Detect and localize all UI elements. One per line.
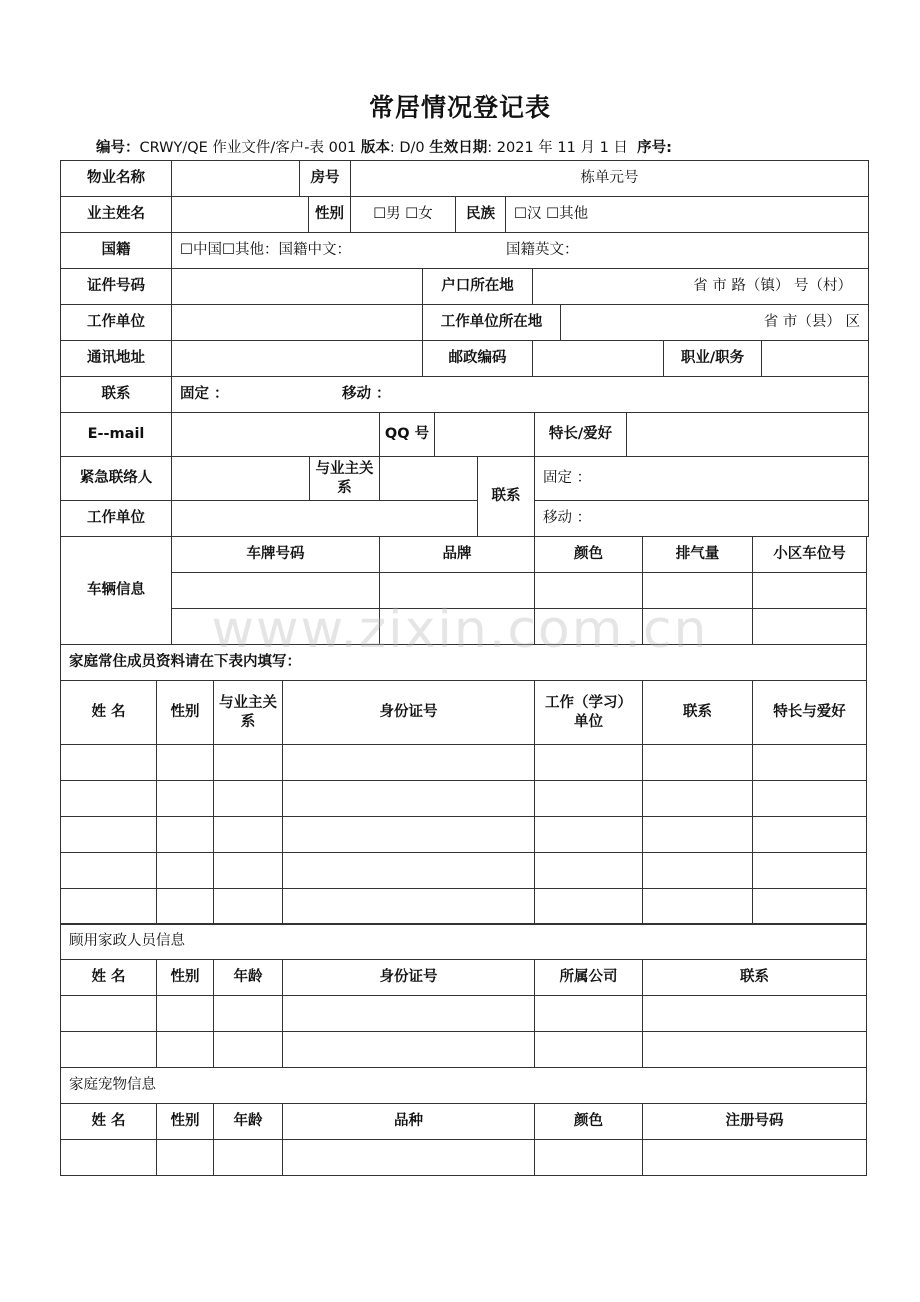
domestic-header-company: 所属公司 (534, 959, 643, 996)
family-table-cell[interactable] (282, 780, 535, 817)
vehicle-cell[interactable] (379, 572, 535, 609)
domestic-table-cell[interactable] (534, 995, 643, 1032)
vehicle-cell[interactable] (171, 572, 380, 609)
vehicle-cell[interactable] (752, 572, 867, 609)
family-section-title: 家庭常住成员资料请在下表内填写： (60, 644, 867, 681)
family-header-gender: 性别 (156, 680, 214, 745)
nationality-field[interactable] (171, 232, 869, 269)
vehicle-cell[interactable] (534, 608, 643, 645)
email-label: E--mail (60, 412, 172, 457)
family-header-id: 身份证号 (282, 680, 535, 745)
property-name-field[interactable] (171, 160, 300, 197)
family-table-cell[interactable] (282, 744, 535, 781)
vehicle-cell[interactable] (642, 572, 753, 609)
family-header-work: 工作（学习）单位 (534, 680, 643, 745)
pet-table-cell[interactable] (213, 1139, 283, 1176)
family-table-cell[interactable] (642, 780, 753, 817)
pets-section-title: 家庭宠物信息 (60, 1067, 867, 1104)
id-number-field[interactable] (171, 268, 423, 305)
pet-table-cell[interactable] (156, 1139, 214, 1176)
emergency-mobile-field[interactable]: 移动 ： (534, 500, 869, 537)
email-field[interactable] (171, 412, 380, 457)
family-table-cell[interactable] (752, 816, 867, 853)
domestic-header-age: 年龄 (213, 959, 283, 996)
family-header-hobby: 特长与爱好 (752, 680, 867, 745)
emergency-work-unit-label: 工作单位 (60, 500, 172, 537)
family-table-cell[interactable] (60, 780, 157, 817)
emergency-contact-methods-label: 联系 (477, 456, 535, 537)
family-table-cell[interactable] (642, 888, 753, 925)
form-meta (96, 136, 672, 157)
family-table-cell[interactable] (60, 888, 157, 925)
mail-address-label: 通讯地址 (60, 340, 172, 377)
postcode-label: 邮政编码 (422, 340, 533, 377)
family-table-cell[interactable] (213, 780, 283, 817)
pets-header-name: 姓 名 (60, 1103, 157, 1140)
hukou-field[interactable]: 省 市 路（镇） 号（村） (532, 268, 869, 305)
family-table-cell[interactable] (752, 780, 867, 817)
work-unit-label: 工作单位 (60, 304, 172, 341)
domestic-table-cell[interactable] (282, 1031, 535, 1068)
building-unit-field[interactable]: 栋单元号 (350, 160, 869, 197)
nationality-english-label: 国籍英文： (506, 242, 579, 259)
family-table-cell[interactable] (534, 852, 643, 889)
domestic-header-gender: 性别 (156, 959, 214, 996)
number-value: CRWY/QE 作业文件/客户-表 001 (139, 140, 357, 156)
pets-header-color: 颜色 (534, 1103, 643, 1140)
nationality-label: 国籍 (60, 232, 172, 269)
domestic-table-cell[interactable] (213, 1031, 283, 1068)
family-table-cell[interactable] (60, 852, 157, 889)
family-table-cell[interactable] (642, 744, 753, 781)
family-header-relation: 与业主关系 (213, 680, 283, 745)
pets-header-breed: 品种 (282, 1103, 535, 1140)
watermark: www.zixin.com.cn (211, 600, 709, 660)
domestic-table-cell[interactable] (282, 995, 535, 1032)
qq-field[interactable] (434, 412, 535, 457)
family-table-cell[interactable] (534, 780, 643, 817)
domestic-table-cell[interactable] (642, 1031, 867, 1068)
vehicle-header-plate: 车牌号码 (171, 536, 380, 573)
ethnicity-label: 民族 (455, 196, 506, 233)
family-table-cell[interactable] (156, 888, 214, 925)
hobby-label: 特长/爱好 (534, 412, 627, 457)
family-table-cell[interactable] (642, 852, 753, 889)
pet-table-cell[interactable] (642, 1139, 867, 1176)
family-table-cell[interactable] (752, 852, 867, 889)
relation-owner-field[interactable] (379, 456, 478, 501)
domestic-header-name: 姓 名 (60, 959, 157, 996)
family-table-cell[interactable] (156, 744, 214, 781)
hobby-field[interactable] (626, 412, 869, 457)
vehicle-cell[interactable] (171, 608, 380, 645)
vehicle-cell[interactable] (534, 572, 643, 609)
vehicle-cell[interactable] (642, 608, 753, 645)
vehicle-header-displacement: 排气量 (642, 536, 753, 573)
domestic-table-cell[interactable] (213, 995, 283, 1032)
family-table-cell[interactable] (642, 816, 753, 853)
gender-checkboxes[interactable]: ☐男 ☐女 (350, 196, 456, 233)
room-no-label: 房号 (299, 160, 351, 197)
work-location-label: 工作单位所在地 (422, 304, 561, 341)
emergency-work-unit-field[interactable] (171, 500, 478, 537)
version-value: : D/0 (389, 140, 425, 156)
family-header-contact: 联系 (642, 680, 753, 745)
emergency-contact-label: 紧急联络人 (60, 456, 172, 501)
id-number-label: 证件号码 (60, 268, 172, 305)
vehicle-header-parking: 小区车位号 (752, 536, 867, 573)
owner-name-field[interactable] (171, 196, 309, 233)
pet-table-cell[interactable] (282, 1139, 535, 1176)
occupation-field[interactable] (761, 340, 869, 377)
domestic-table-cell[interactable] (156, 1031, 214, 1068)
pets-header-registration: 注册号码 (642, 1103, 867, 1140)
pets-header-gender: 性别 (156, 1103, 214, 1140)
emergency-fixed-field[interactable]: 固定 ： (534, 456, 869, 501)
fixed-phone-label: 固定 ： (180, 386, 229, 403)
pet-table-cell[interactable] (60, 1139, 157, 1176)
qq-label: QQ 号 (379, 412, 435, 457)
family-table-cell[interactable] (534, 744, 643, 781)
work-location-field[interactable]: 省 市（县） 区 (560, 304, 869, 341)
family-table-cell[interactable] (213, 888, 283, 925)
emergency-contact-field[interactable] (171, 456, 310, 501)
number-label: 编号： (96, 140, 140, 156)
family-table-cell[interactable] (282, 816, 535, 853)
pets-header-age: 年龄 (213, 1103, 283, 1140)
family-table-cell[interactable] (752, 744, 867, 781)
work-unit-field[interactable] (171, 304, 423, 341)
owner-name-label: 业主姓名 (60, 196, 172, 233)
property-name-label: 物业名称 (60, 160, 172, 197)
domestic-table-cell[interactable] (534, 1031, 643, 1068)
family-table-cell[interactable] (213, 852, 283, 889)
nationality-options[interactable]: ☐中国☐其他：国籍中文： (180, 242, 351, 259)
mail-address-field[interactable] (171, 340, 423, 377)
family-table-cell[interactable] (534, 888, 643, 925)
family-table-cell[interactable] (60, 816, 157, 853)
vehicle-info-label: 车辆信息 (60, 536, 172, 645)
family-table-cell[interactable] (156, 852, 214, 889)
vehicle-header-color: 颜色 (534, 536, 643, 573)
domestic-header-contact: 联系 (642, 959, 867, 996)
gender-label: 性别 (308, 196, 351, 233)
family-table-cell[interactable] (752, 888, 867, 925)
vehicle-header-brand: 品牌 (379, 536, 535, 573)
domestic-table-cell[interactable] (642, 995, 867, 1032)
serial-label: 序号: (637, 140, 672, 156)
contact-field[interactable] (171, 376, 869, 413)
family-header-name: 姓 名 (60, 680, 157, 745)
domestic-table-cell[interactable] (60, 995, 157, 1032)
family-table-cell[interactable] (282, 888, 535, 925)
family-table-cell[interactable] (213, 816, 283, 853)
family-table-cell[interactable] (213, 744, 283, 781)
contact-label: 联系 (60, 376, 172, 413)
family-table-cell[interactable] (534, 816, 643, 853)
family-table-cell[interactable] (156, 816, 214, 853)
form-title: 常居情况登记表 (368, 93, 551, 122)
date-value: : 2021 年 11 月 1 日 (487, 140, 628, 156)
family-table-cell[interactable] (60, 744, 157, 781)
domestic-header-id: 身份证号 (282, 959, 535, 996)
domestic-section-title: 顾用家政人员信息 (60, 923, 867, 960)
date-label: 生效日期 (429, 140, 488, 156)
vehicle-cell[interactable] (752, 608, 867, 645)
family-table-cell[interactable] (156, 780, 214, 817)
postcode-field[interactable] (532, 340, 664, 377)
domestic-table-cell[interactable] (60, 1031, 157, 1068)
hukou-label: 户口所在地 (422, 268, 533, 305)
ethnicity-checkboxes[interactable]: ☐汉 ☐其他 (505, 196, 869, 233)
version-label: 版本 (360, 140, 390, 156)
family-table-cell[interactable] (282, 852, 535, 889)
occupation-label: 职业/职务 (663, 340, 762, 377)
relation-owner-label: 与业主关系 (309, 456, 380, 501)
mobile-phone-label: 移动 ： (342, 386, 391, 403)
pet-table-cell[interactable] (534, 1139, 643, 1176)
domestic-table-cell[interactable] (156, 995, 214, 1032)
vehicle-cell[interactable] (379, 608, 535, 645)
